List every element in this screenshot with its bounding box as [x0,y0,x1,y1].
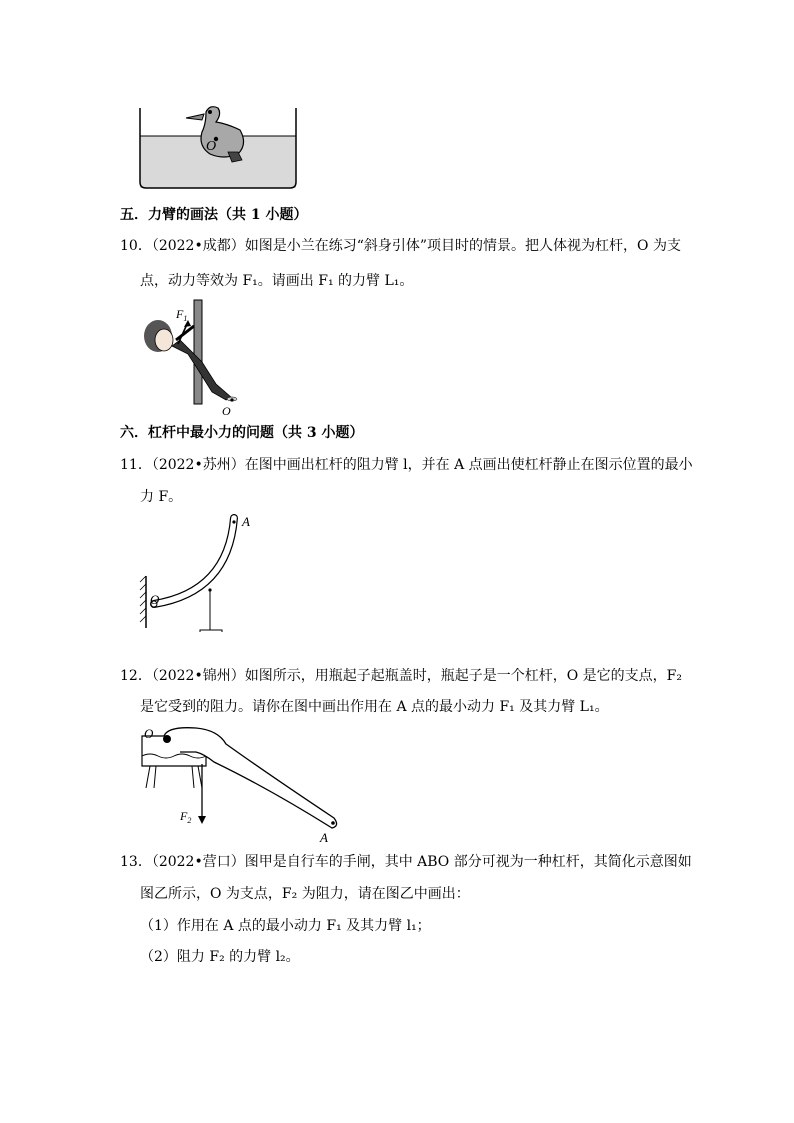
q12-line2: 是它受到的阻力。请你在图中画出作用在 A 点的最小动力 F₁ 及其力臂 L₁。 [140,699,609,715]
section6-heading: 六．杠杆中最小力的问题（共 3 小题） [120,425,364,441]
duck-figure [136,100,302,194]
q13-item2: （2）阻力 F₂ 的力臂 l₂。 [140,949,300,965]
q11-line2: 力 F。 [140,489,183,505]
opener-pivot-label: O [144,726,154,741]
climber-figure [136,296,256,420]
lever-pivot-label: O [150,592,160,607]
duck-pivot-label: O [206,139,217,154]
q11-line1: 11．（2022•苏州）在图中画出杠杆的阻力臂 l，并在 A 点画出使杠杆静止在图示位置的最小 [120,457,693,473]
pole [194,300,202,404]
section5-heading: 五．力臂的画法（共 1 小题） [120,207,308,223]
climber-pivot-label: O [222,404,231,418]
climber-force-label: $F_1$ [176,307,188,323]
weight-block [200,630,222,632]
opener-handle [164,728,337,828]
opener-force-label: $F_2$ [180,809,192,825]
point-a-label: A [242,514,250,529]
q13-line2: 图乙所示，O 为支点，F₂ 为阻力，请在图乙中画出： [140,886,470,902]
bottle-opener-figure [136,722,346,846]
q10-line1: 10．（2022•成都）如图是小兰在练习“斜身引体”项目时的情景。把人体视为杠杆，O 为支 [120,238,681,254]
q12-line1: 12．（2022•锦州）如图所示，用瓶起子起瓶盖时，瓶起子是一个杠杆，O 是它的支点，F₂ [120,668,682,684]
q10-line2: 点，动力等效为 F₁。请画出 F₁ 的力臂 L₁。 [140,273,414,289]
girl [144,320,237,401]
curved-lever-figure [136,512,266,632]
opener-point-a-label: A [320,830,328,845]
q13-line1: 13．（2022•营口）图甲是自行车的手闸，其中 ABO 部分可视为一种杠杆，其简化示意图如 [120,854,692,870]
q13-item1: （1）作用在 A 点的最小动力 F₁ 及其力臂 l₁； [140,918,431,934]
